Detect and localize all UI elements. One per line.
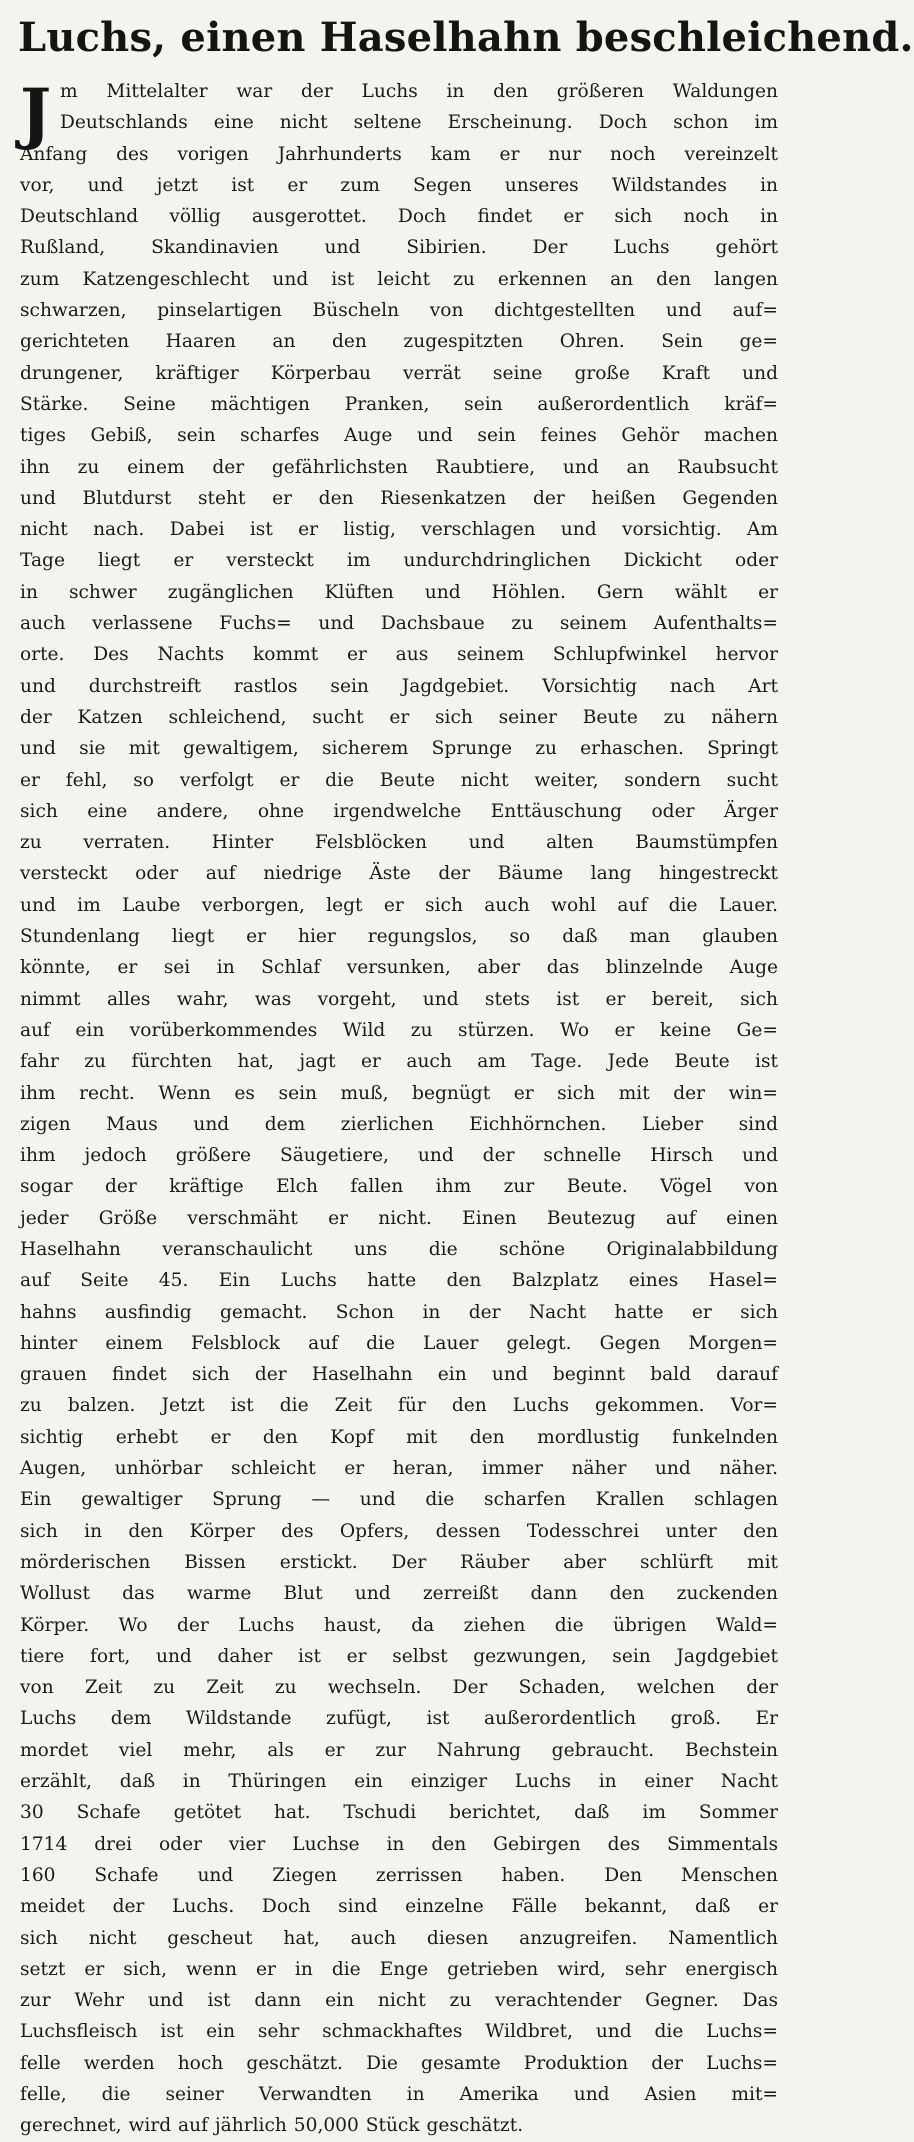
body-line: Augen, unhörbar schleicht er heran, immer näher und näher.: [20, 1458, 778, 1480]
body-line: sich in den Körper des Opfers, dessen Todesschrei unter den: [20, 1520, 778, 1542]
article-body: [20, 74, 778, 2137]
body-line: Anfang des vorigen Jahrhunderts kam er nur noch vereinzelt: [20, 143, 778, 165]
body-line: er fehl, so verfolgt er die Beute nicht weiter, sondern sucht: [20, 769, 778, 791]
body-line: mörderischen Bissen erstickt. Der Räuber aber schlürft mit: [20, 1551, 778, 1573]
body-line: und Blutdurst steht er den Riesenkatzen der heißen Gegenden: [20, 487, 778, 509]
body-line: Deutschlands eine nicht seltene Erscheinung. Doch schon im: [60, 112, 778, 134]
body-line: fahr zu fürchten hat, jagt er auch am Tage. Jede Beute ist: [20, 1051, 778, 1073]
body-line: Tage liegt er versteckt im undurchdringlichen Dickicht oder: [20, 550, 778, 572]
body-line: und sie mit gewaltigem, sicherem Sprunge zu erhaschen. Springt: [20, 738, 778, 760]
body-line: felle, die seiner Verwandten in Amerika und Asien mit=: [20, 2084, 778, 2105]
body-line: von Zeit zu Zeit zu wechseln. Der Schaden, welchen der: [20, 1677, 778, 1699]
body-line: Wollust das warme Blut und zerreißt dann den zuckenden: [20, 1583, 778, 1605]
body-line: 1714 drei oder vier Luchse in den Gebirgen des Simmentals: [20, 1833, 778, 1855]
body-line: sichtig erhebt er den Kopf mit den mordlustig funkelnden: [20, 1426, 778, 1448]
body-line: meidet der Luchs. Doch sind einzelne Fälle bekannt, daß er: [20, 1896, 778, 1918]
body-line: Körper. Wo der Luchs haust, da ziehen die übrigen Wald=: [20, 1614, 778, 1636]
body-line: und durchstreift rastlos sein Jagdgebiet. Vorsichtig nach Art: [20, 675, 778, 697]
body-line: m Mittelalter war der Luchs in den größeren Waldungen: [60, 81, 778, 102]
body-line: ihm jedoch größere Säugetiere, und der schnelle Hirsch und: [20, 1145, 778, 1167]
body-line: sogar der kräftige Elch fallen ihm zur Beute. Vögel von: [20, 1176, 778, 1198]
body-line: sich eine andere, ohne irgendwelche Enttäuschung oder Ärger: [20, 800, 778, 822]
body-line: sich nicht gescheut hat, auch diesen anzugreifen. Namentlich: [20, 1927, 778, 1949]
drop-cap: J: [20, 74, 52, 152]
body-line: Stundenlang liegt er hier regungslos, so daß man glauben: [20, 926, 778, 948]
body-line: Luchs dem Wildstande zufügt, ist außerordentlich groß. Er: [20, 1708, 778, 1730]
body-line: gerechnet, wird auf jährlich 50,000 Stück geschätzt.: [20, 2115, 524, 2137]
body-line: grauen findet sich der Haselhahn ein und beginnt bald darauf: [20, 1364, 778, 1386]
body-line: gerichteten Haaren an den zugespitzten Ohren. Sein ge=: [20, 331, 778, 353]
body-line: 160 Schafe und Ziegen zerrissen haben. Den Menschen: [20, 1864, 778, 1886]
body-line: versteckt oder auf niedrige Äste der Bäume lang hingestreckt: [20, 863, 778, 885]
body-line: nimmt alles wahr, was vorgeht, und stets ist er bereit, sich: [20, 988, 778, 1010]
body-line: und im Laube verborgen, legt er sich auch wohl auf die Lauer.: [20, 894, 778, 916]
body-line: zur Wehr und ist dann ein nicht zu verachtender Gegner. Das: [20, 1990, 778, 2012]
body-line: auch verlassene Fuchs= und Dachsbaue zu seinem Aufenthalts=: [20, 613, 778, 635]
body-line: Stärke. Seine mächtigen Pranken, sein außerordentlich kräf=: [20, 393, 778, 415]
body-line: tiges Gebiß, sein scharfes Auge und sein feines Gehör machen: [20, 425, 778, 447]
article-title: Luchs, einen Haselhahn beschleichend.: [18, 14, 914, 61]
body-line: in schwer zugänglichen Klüften und Höhlen. Gern wählt er: [20, 581, 778, 603]
body-line: auf ein vorüberkommendes Wild zu stürzen. Wo er keine Ge=: [20, 1019, 778, 1041]
body-line: Rußland, Skandinavien und Sibirien. Der Luchs gehört: [20, 237, 778, 259]
body-line: erzählt, daß in Thüringen ein einziger Luchs in einer Nacht: [20, 1771, 778, 1793]
body-line: nicht nach. Dabei ist er listig, verschlagen und vorsichtig. Am: [20, 519, 778, 541]
body-line: tiere fort, und daher ist er selbst gezwungen, sein Jagdgebiet: [20, 1645, 778, 1667]
body-line: zum Katzengeschlecht und ist leicht zu erkennen an den langen: [20, 268, 778, 290]
body-line: Luchsfleisch ist ein sehr schmackhaftes Wildbret, und die Luchs=: [20, 2021, 778, 2043]
body-line: mordet viel mehr, als er zur Nahrung gebraucht. Bechstein: [20, 1739, 778, 1761]
body-line: Haselhahn veranschaulicht uns die schöne Originalabbildung: [20, 1238, 778, 1260]
body-line: 30 Schafe getötet hat. Tschudi berichtet, daß im Sommer: [20, 1802, 778, 1824]
body-line: hinter einem Felsblock auf die Lauer gelegt. Gegen Morgen=: [20, 1332, 778, 1354]
body-line: schwarzen, pinselartigen Büscheln von dichtgestellten und auf=: [20, 300, 778, 322]
body-line: könnte, er sei in Schlaf versunken, aber das blinzelnde Auge: [20, 957, 778, 979]
body-line: Ein gewaltiger Sprung — und die scharfen Krallen schlagen: [20, 1489, 778, 1511]
body-line: orte. Des Nachts kommt er aus seinem Schlupfwinkel hervor: [20, 644, 778, 666]
body-line: felle werden hoch geschätzt. Die gesamte Produktion der Luchs=: [20, 2052, 778, 2074]
body-line: Deutschland völlig ausgerottet. Doch findet er sich noch in: [20, 206, 778, 228]
body-line: ihm recht. Wenn es sein muß, begnügt er sich mit der win=: [20, 1082, 778, 1104]
body-line: setzt er sich, wenn er in die Enge getrieben wird, sehr energisch: [20, 1958, 778, 1980]
body-line: hahns ausfindig gemacht. Schon in der Nacht hatte er sich: [20, 1301, 778, 1323]
body-line: zu verraten. Hinter Felsblöcken und alten Baumstümpfen: [20, 832, 778, 854]
body-line: ihn zu einem der gefährlichsten Raubtiere, und an Raubsucht: [20, 456, 778, 478]
body-line: drungener, kräftiger Körperbau verrät seine große Kraft und: [20, 362, 778, 384]
body-line: vor, und jetzt ist er zum Segen unseres Wildstandes in: [20, 174, 778, 196]
body-line: der Katzen schleichend, sucht er sich seiner Beute zu nähern: [20, 706, 778, 728]
body-line: jeder Größe verschmäht er nicht. Einen Beutezug auf einen: [20, 1207, 778, 1229]
body-line: zigen Maus und dem zierlichen Eichhörnchen. Lieber sind: [20, 1113, 778, 1135]
body-line: zu balzen. Jetzt ist die Zeit für den Luchs gekommen. Vor=: [20, 1395, 778, 1417]
body-line: auf Seite 45. Ein Luchs hatte den Balzplatz eines Hasel=: [20, 1270, 778, 1292]
